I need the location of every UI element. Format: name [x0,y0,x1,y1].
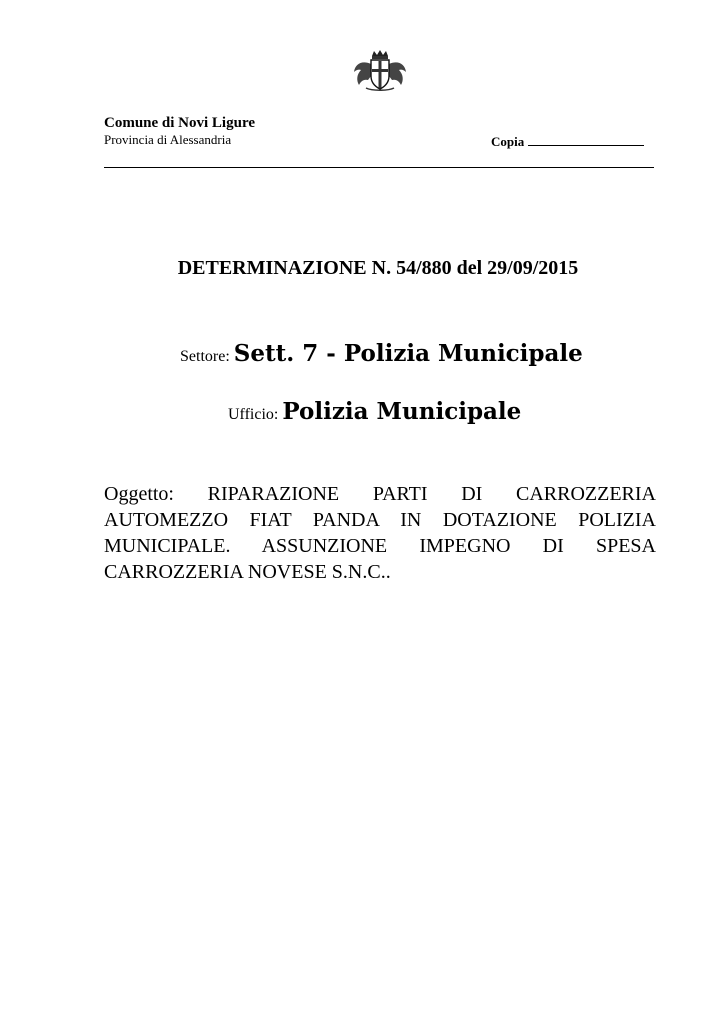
settore-label: Settore: [180,348,230,365]
ufficio-label: Ufficio: [228,406,279,423]
coat-of-arms-icon [352,50,408,92]
ufficio-value: Polizia Municipale [282,398,522,425]
settore-value: Sett. 7 - Polizia Municipale [233,340,583,367]
issuer-block [104,114,255,148]
copia-field [491,133,644,150]
subject-text: Oggetto: RIPARAZIONE PARTI DI CARROZZERIA AUTOMEZZO FIAT PANDA IN DOTAZIONE POLIZIA MUNICIPALE. ASSUNZIONE IMPEGNO DI SPESA CARROZZERIA NOVESE S.N.C.. [104,483,656,583]
copia-blank-line [528,133,644,146]
settore-row [180,340,583,367]
determination-title: DETERMINAZIONE N. 54/880 del 29/09/2015 [177,257,579,279]
ufficio-row [228,398,521,425]
header-divider [104,167,654,168]
comune-name: Comune di Novi Ligure [104,115,255,131]
provincia-name: Provincia di Alessandria [104,132,232,147]
copia-label: Copia [491,134,525,149]
